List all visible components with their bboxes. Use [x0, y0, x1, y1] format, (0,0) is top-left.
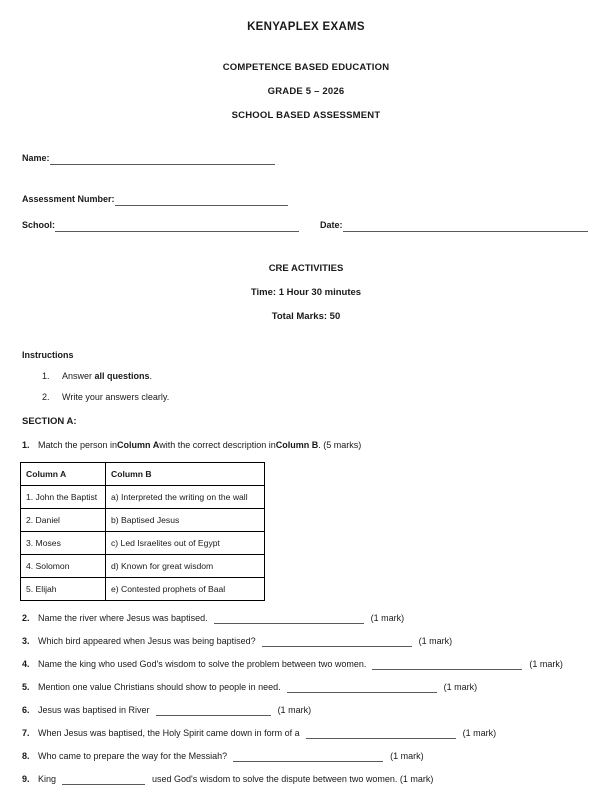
questions-block — [0, 601, 612, 785]
table-cell-column-b: a) Interpreted the writing on the wall — [106, 486, 265, 509]
assessment-number-input-line[interactable] — [115, 194, 288, 206]
question-1-text — [38, 439, 590, 451]
table-row — [21, 578, 265, 601]
exam-title: KENYAPLEX EXAMS — [247, 21, 365, 33]
instructions-block — [0, 322, 612, 451]
assessment-number-field-row — [22, 165, 590, 206]
question-tail-text: used God's wisdom to solve the dispute between two women. (1 mark) — [152, 774, 434, 784]
table-row — [21, 509, 265, 532]
table-row — [21, 532, 265, 555]
question-1-row — [22, 427, 590, 451]
question-body — [38, 750, 590, 762]
table-cell-column-b: d) Known for great wisdom — [106, 555, 265, 578]
instruction-number: 2. — [42, 392, 50, 402]
question-number: 5. — [22, 682, 30, 692]
question-marks: (1 mark) — [443, 682, 478, 692]
instruction-text — [62, 371, 590, 381]
question-number: 7. — [22, 728, 30, 738]
question-number: 9. — [22, 774, 30, 784]
name-label: Name: — [22, 153, 50, 163]
table-cell-column-a: 1. John the Baptist — [21, 486, 106, 509]
q1-part2: with the correct description in — [159, 440, 276, 450]
question-number: 4. — [22, 659, 30, 669]
question-row — [22, 647, 590, 670]
table-header-row — [21, 463, 265, 486]
instruction-number: 1. — [42, 371, 50, 381]
question-text: Which bird appeared when Jesus was being baptised? — [38, 636, 256, 646]
name-field-row — [22, 121, 590, 165]
question-text: Name the king who used God's wisdom to solve the problem between two women. — [38, 659, 367, 669]
table-cell-column-a: 4. Solomon — [21, 555, 106, 578]
instruction-item — [22, 381, 590, 402]
section-a-title: SECTION A: — [22, 416, 77, 427]
table-cell-column-b: e) Contested prophets of Baal — [106, 578, 265, 601]
q1-column-a: Column A — [117, 440, 160, 450]
question-text: Who came to prepare the way for the Messiah? — [38, 751, 228, 761]
table-row — [21, 486, 265, 509]
question-marks: (1 mark) — [529, 659, 563, 669]
column-b-header: Column B — [106, 463, 265, 486]
question-marks: (1 mark) — [418, 636, 453, 646]
question-1-number: 1. — [22, 440, 30, 450]
question-row — [22, 601, 590, 624]
assessment-type-heading: SCHOOL BASED ASSESSMENT — [231, 110, 381, 121]
question-row — [22, 693, 590, 716]
question-body — [38, 612, 590, 624]
table-row — [21, 555, 265, 578]
q1-part1: Match the person in — [38, 440, 118, 450]
question-text: When Jesus was baptised, the Holy Spirit came down in form of a — [38, 728, 300, 738]
question-body — [38, 681, 590, 693]
question-text: King — [38, 774, 57, 784]
question-text: Mention one value Christians should show to people in need. — [38, 682, 281, 692]
question-marks: (1 mark) — [462, 728, 497, 738]
answer-blank-line[interactable] — [233, 751, 383, 762]
question-body — [38, 704, 590, 716]
school-input-line[interactable] — [55, 220, 299, 232]
question-text: Jesus was baptised in River — [38, 705, 150, 715]
date-label: Date: — [320, 220, 343, 230]
question-number: 3. — [22, 636, 30, 646]
answer-blank-line[interactable] — [372, 659, 522, 670]
candidate-info-block — [0, 121, 612, 232]
question-body — [38, 773, 590, 785]
question-row — [22, 716, 590, 739]
question-row — [22, 670, 590, 693]
table-cell-column-b: b) Baptised Jesus — [106, 509, 265, 532]
instruction-text-post: . — [149, 371, 153, 381]
table-cell-column-b: c) Led Israelites out of Egypt — [106, 532, 265, 555]
column-a-header: Column A — [21, 463, 106, 486]
question-row — [22, 739, 590, 762]
instruction-text: Write your answers clearly. — [62, 392, 170, 402]
school-date-field-row — [22, 206, 590, 232]
curriculum-heading: COMPETENCE BASED EDUCATION — [222, 62, 390, 73]
school-label: School: — [22, 220, 55, 230]
table-cell-column-a: 5. Elijah — [21, 578, 106, 601]
question-number: 6. — [22, 705, 30, 715]
name-input-line[interactable] — [50, 153, 275, 165]
instruction-item — [22, 360, 590, 381]
question-body — [38, 727, 590, 739]
assessment-number-label: Assessment Number: — [22, 194, 115, 204]
question-number: 2. — [22, 613, 30, 623]
matching-table — [20, 462, 265, 601]
subject-heading: CRE ACTIVITIES — [268, 263, 344, 274]
answer-blank-line[interactable] — [287, 682, 437, 693]
table-cell-column-a: 3. Moses — [21, 532, 106, 555]
question-marks: (1 mark) — [277, 705, 312, 715]
instruction-text-pre: Answer — [62, 371, 95, 381]
instruction-text-bold: all questions — [94, 371, 150, 381]
table-cell-column-a: 2. Daniel — [21, 509, 106, 532]
question-row — [22, 624, 590, 647]
date-input-line[interactable] — [343, 220, 588, 232]
question-text: Name the river where Jesus was baptised. — [38, 613, 208, 623]
question-body — [38, 635, 590, 647]
question-marks: (1 mark) — [370, 613, 405, 623]
q1-column-b: Column B — [275, 440, 319, 450]
time-allowed: Time: 1 Hour 30 minutes — [250, 287, 362, 298]
answer-blank-line[interactable] — [306, 728, 456, 739]
question-number: 8. — [22, 751, 30, 761]
answer-blank-line[interactable] — [62, 774, 145, 785]
question-body — [38, 658, 590, 670]
total-marks: Total Marks: 50 — [271, 311, 341, 322]
question-row — [22, 762, 590, 785]
instructions-title: Instructions — [22, 350, 74, 360]
answer-blank-line[interactable] — [214, 613, 364, 624]
q1-part3: . (5 marks) — [318, 440, 362, 450]
question-marks: (1 mark) — [390, 751, 424, 761]
answer-blank-line[interactable] — [156, 705, 271, 716]
answer-blank-line[interactable] — [262, 636, 412, 647]
grade-year-heading: GRADE 5 – 2026 — [267, 86, 345, 97]
